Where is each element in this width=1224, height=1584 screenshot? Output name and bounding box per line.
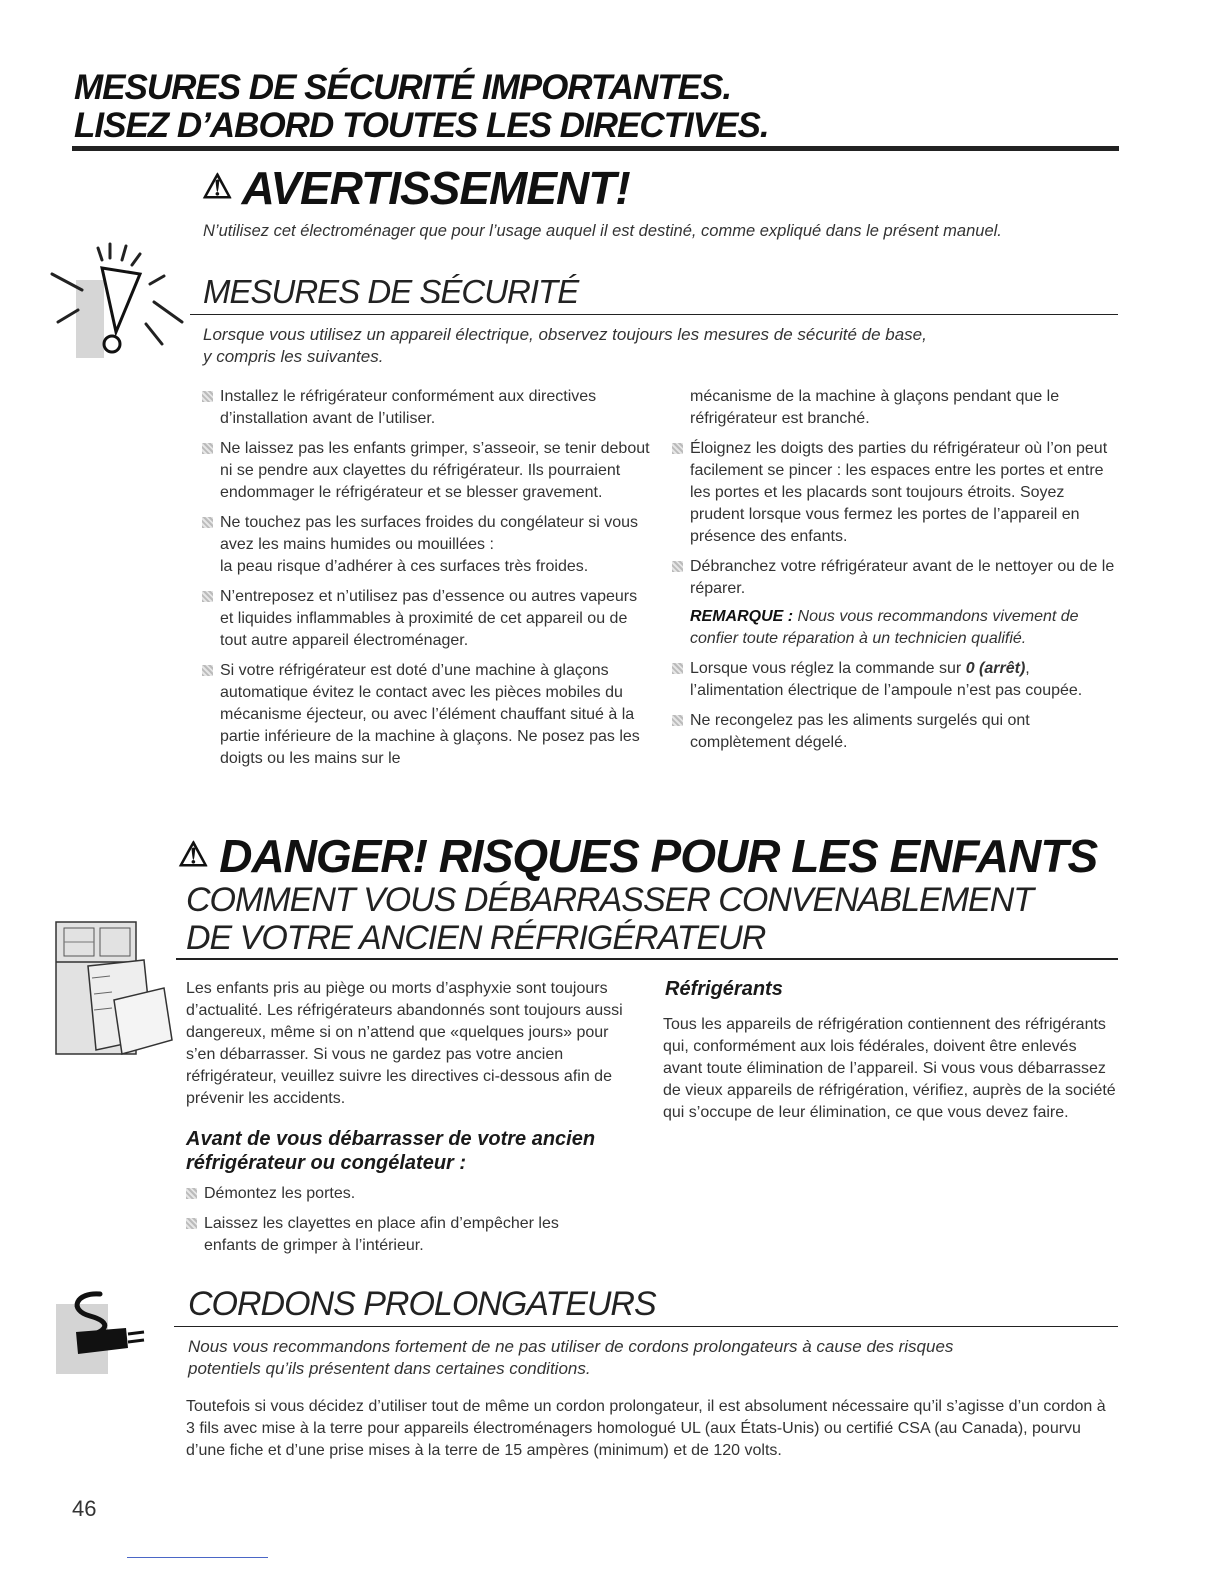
refrigerants-heading: Réfrigérants <box>665 978 783 1000</box>
bullet-icon <box>202 443 213 454</box>
list-item: Installez le réfrigérateur conformément aux directives d’installation avant de l’utiliser. <box>202 386 652 430</box>
warning-title <box>202 160 630 215</box>
list-item: Démontez les portes. <box>186 1183 606 1205</box>
avant-list <box>186 1183 606 1265</box>
list-item: Ne recongelez pas les aliments surgelés qui ont complètement dégelé. <box>672 710 1120 754</box>
list-item-continuation: la peau risque d’adhérer à ces surfaces très froides. <box>220 558 589 575</box>
footer-line <box>127 1557 268 1558</box>
cords-paragraph: Toutefois si vous décidez d’utiliser tout de même un cordon prolongateur, il est absolument nécessaire qu’il s’agisse d’un cordon à 3 fils avec mise à la terre pour appareils électroménagers homologué UL (aux États-Unis) ou certifié CSA (au Canada), pourvu d’une fiche et d’une prise mises à la terre de 15 ampères (minimum) et de 120 volts. <box>186 1398 1106 1459</box>
bullet-icon <box>672 561 683 572</box>
list-item: Éloignez les doigts des parties du réfrigérateur où l’on peut facilement se pincer : les espaces entre les portes et entre les portes et les placards sont toujours étroits. Soyez prudent lorsque vous fermez les portes de l’appareil en présence des enfants. <box>672 438 1120 548</box>
cords-rule <box>174 1326 1118 1327</box>
danger-paragraph: Les enfants pris au piège ou morts d’asphyxie sont toujours d’actualité. Les réfrigérateurs abandonnés sont toujours aussi dangereux, même si on n’attend que «quelques jours» pour s’en débarrasser. Si vous ne gardez pas votre ancien réfrigérateur, veuillez suivre les directives ci-dessous afin de prévenir les accidents. <box>186 980 623 1107</box>
bullet-icon <box>202 517 213 528</box>
bullet-icon <box>202 591 213 602</box>
avant-heading: Avant de vous débarrasser de votre ancien réfrigérateur ou congélateur : <box>186 1128 596 1174</box>
safety-intro-2: y compris les suivantes. <box>203 347 384 366</box>
refrigerator-icon <box>52 918 176 1058</box>
danger-left-column <box>186 978 634 1118</box>
bullet-icon <box>186 1218 197 1229</box>
danger-title-text: DANGER! RISQUES POUR LES ENFANTS <box>219 830 1098 882</box>
header-line-2: LISEZ D’ABORD TOUTES LES DIRECTIVES. <box>74 106 769 145</box>
list-item: Lorsque vous réglez la commande sur 0 (arrêt), l’alimentation électrique de l’ampoule n’est pas coupée. <box>672 658 1120 702</box>
bullet-icon <box>672 715 683 726</box>
bullet-icon <box>202 391 213 402</box>
bullet-icon <box>672 663 683 674</box>
list-item: Si votre réfrigérateur est doté d’une machine à glaçons automatique évitez le contact avec les pièces mobiles du mécanisme éjecteur, ou avec l’élément chauffant situé à la partie inférieure de la machine à glaçons. Ne posez pas les doigts ou les mains sur le <box>202 660 652 770</box>
safety-left-column <box>202 386 652 778</box>
list-item: Ne laissez pas les enfants grimper, s’asseoir, se tenir debout ni se pendre aux clayettes du réfrigérateur. Ils pourraient endommager le réfrigérateur et se blesser gravement. <box>202 438 652 504</box>
header-rule <box>72 146 1119 151</box>
cords-title: CORDONS PROLONGATEURS <box>188 1285 656 1323</box>
warning-title-text: AVERTISSEMENT! <box>241 162 630 214</box>
warning-icon: ⚠ <box>202 168 232 206</box>
danger-subtitle-2: DE VOTRE ANCIEN RÉFRIGÉRATEUR <box>186 919 766 957</box>
attention-icon <box>42 240 190 360</box>
danger-subtitle-1: COMMENT VOUS DÉBARRASSER CONVENABLEMENT <box>186 881 1034 919</box>
list-item-continuation: mécanisme de la machine à glaçons pendant que le réfrigérateur est branché. <box>690 388 1060 427</box>
list-item: N’entreposez et n’utilisez pas d’essence ou autres vapeurs et liquides inflammables à proximité de cet appareil ou de tout autre appareil électroménager. <box>202 586 652 652</box>
refrigerants-paragraph: Tous les appareils de réfrigération contiennent des réfrigérants qui, conformément aux lois fédérales, doivent être enlevés avant toute élimination de l’appareil. Si vous vous débarrassez de vieux appareils de réfrigération, vérifiez, auprès de la société qui s’occupe de leur élimination, ce que vous devez faire. <box>663 1016 1116 1121</box>
cords-intro-1: Nous vous recommandons fortement de ne pas utiliser de cordons prolongateurs à cause des risques <box>188 1337 954 1356</box>
danger-title <box>178 828 1097 883</box>
page-number: 46 <box>72 1496 97 1521</box>
list-item: Débranchez votre réfrigérateur avant de le nettoyer ou de le réparer. <box>672 556 1120 600</box>
safety-right-column <box>672 386 1120 762</box>
list-item: Laissez les clayettes en place afin d’empêcher les enfants de grimper à l’intérieur. <box>186 1213 606 1257</box>
safety-title: MESURES DE SÉCURITÉ <box>203 273 579 310</box>
cords-intro-2: potentiels qu’ils présentent dans certaines conditions. <box>188 1359 591 1378</box>
cord-plug-icon <box>56 1284 160 1374</box>
danger-icon: ⚠ <box>178 836 208 874</box>
safety-intro-1: Lorsque vous utilisez un appareil électrique, observez toujours les mesures de sécurité de base, <box>203 325 927 344</box>
bullet-icon <box>186 1188 197 1199</box>
remarque-note: REMARQUE : Nous vous recommandons vivement de confier toute réparation à un technicien qualifié. <box>690 608 1079 647</box>
header-line-1: MESURES DE SÉCURITÉ IMPORTANTES. <box>74 68 732 107</box>
warning-subtitle: N’utilisez cet électroménager que pour l’usage auquel il est destiné, comme expliqué dans le présent manuel. <box>203 222 1002 240</box>
bullet-icon <box>672 443 683 454</box>
bullet-icon <box>202 665 213 676</box>
danger-rule <box>176 958 1118 960</box>
safety-rule <box>190 314 1118 315</box>
list-item: Ne touchez pas les surfaces froides du congélateur si vous avez les mains humides ou mouillées : <box>202 512 652 556</box>
